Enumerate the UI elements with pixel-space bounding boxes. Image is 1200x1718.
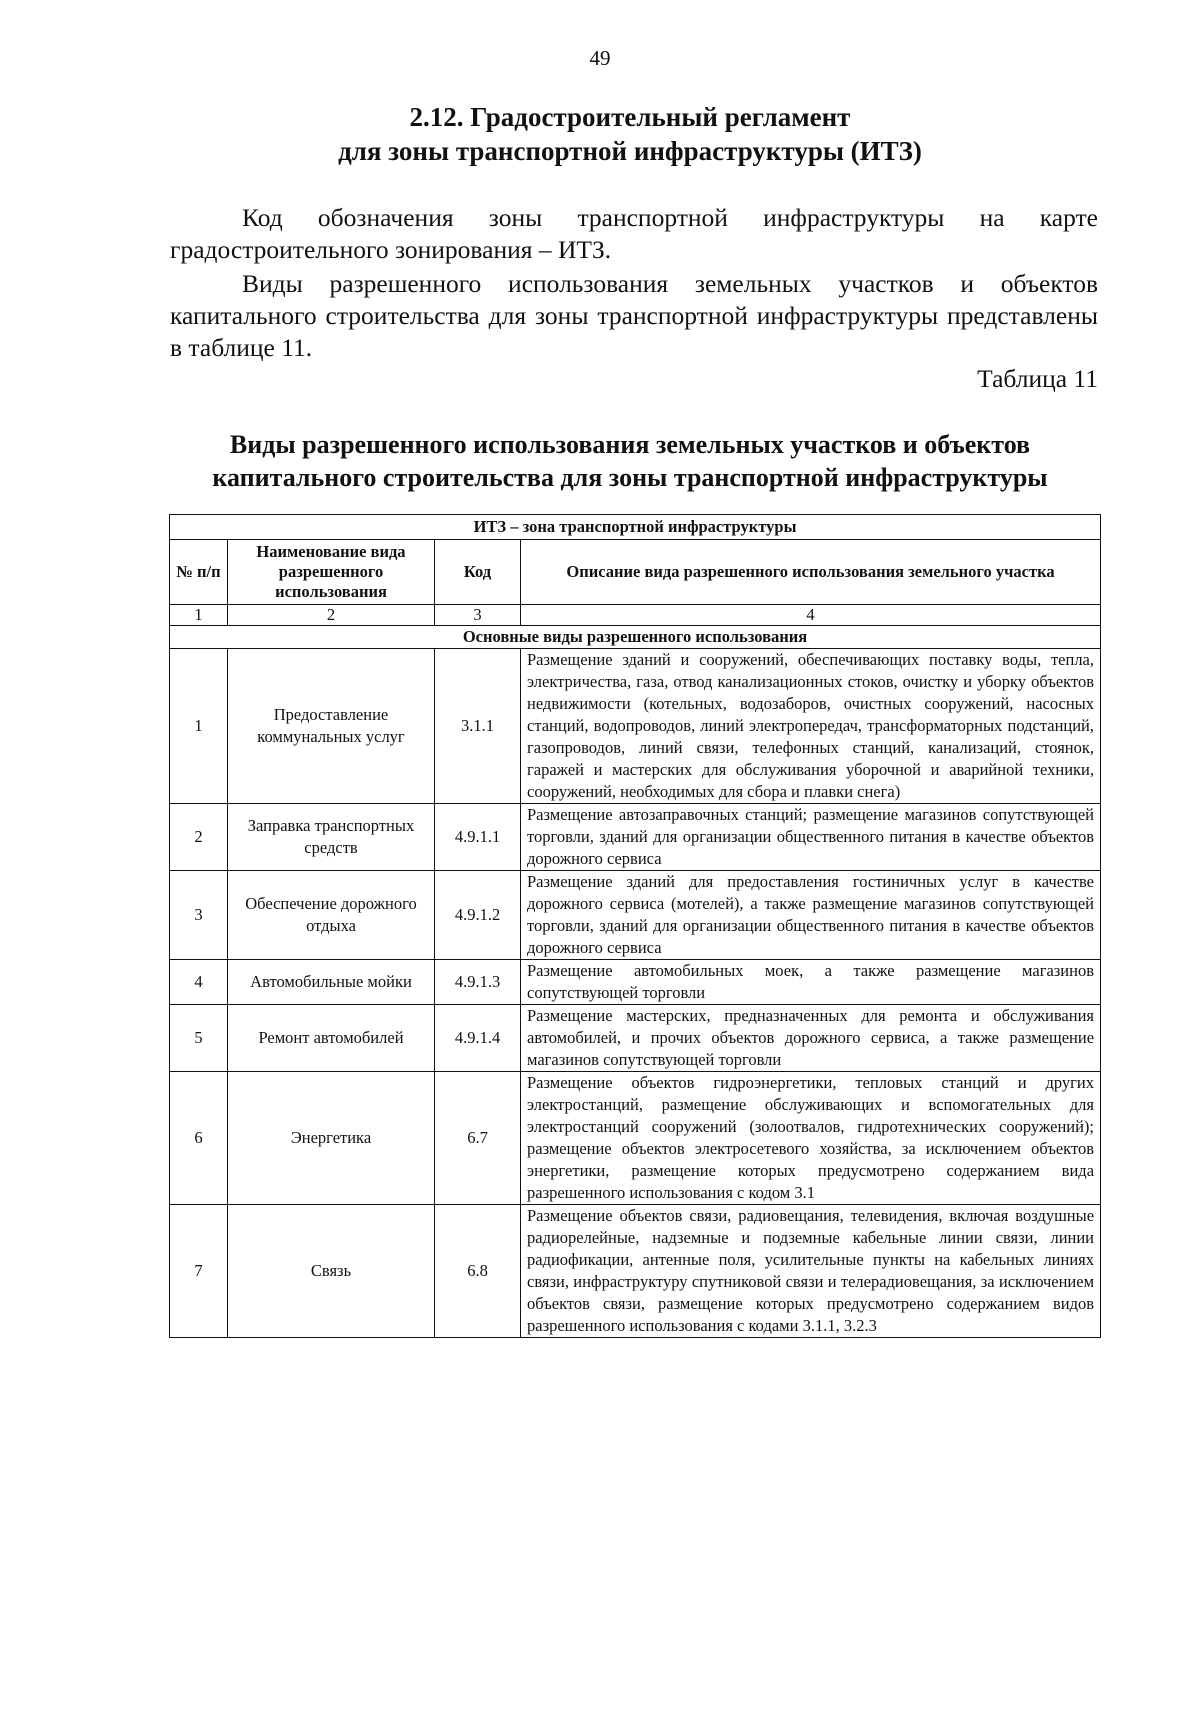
use-code: 4.9.1.2 (435, 871, 521, 960)
use-code: 3.1.1 (435, 649, 521, 804)
zone-title: ИТЗ – зона транспортной инфраструктуры (170, 515, 1101, 540)
group-title: Основные виды разрешенного использования (170, 626, 1101, 649)
paragraph-table-reference-text: Виды разрешенного использования земельных участков и объектов капитального строительства для зоны транспортной инфраструктуры представлены в таблице 11. (170, 269, 1098, 362)
group-title-row (170, 626, 1101, 649)
page-number: 49 (589, 46, 611, 70)
permitted-use-table (169, 514, 1101, 1338)
table-row (170, 871, 1101, 960)
row-number: 4 (170, 960, 228, 1005)
table-row (170, 804, 1101, 871)
use-description: Размещение мастерских, предназначенных для ремонта и обслуживания автомобилей, и прочих объектов дорожного сервиса, а также размещение магазинов сопутствующей торговли (521, 1005, 1101, 1072)
paragraph-zone-code-text: Код обозначения зоны транспортной инфраструктуры на карте градостроительного зонирования – ИТЗ. (170, 203, 1098, 264)
header-row (170, 540, 1101, 605)
table-row (170, 1205, 1101, 1338)
zone-title-row (170, 515, 1101, 540)
row-number: 1 (170, 649, 228, 804)
header-code: Код (435, 540, 521, 605)
row-number: 7 (170, 1205, 228, 1338)
use-description: Размещение автозаправочных станций; размещение магазинов сопутствующей торговли, зданий для организации общественного питания в качестве объектов дорожного сервиса (521, 804, 1101, 871)
use-name: Обеспечение дорожного отдыха (228, 871, 435, 960)
section-heading (160, 100, 1100, 168)
use-name: Ремонт автомобилей (228, 1005, 435, 1072)
row-number: 3 (170, 871, 228, 960)
use-description: Размещение объектов связи, радиовещания, телевидения, включая воздушные радиорелейные, надземные и подземные кабельные линии связи, линии радиофикации, антенные поля, усилительные пункты на кабельных линиях связи, инфраструктуру спутниковой связи и телерадиовещания, за исключением объектов связи, размещение которых предусмотрено содержанием видов разрешенного использования с кодами 3.1.1, 3.2.3 (521, 1205, 1101, 1338)
column-number: 4 (521, 605, 1101, 626)
header-number: № п/п (170, 540, 228, 605)
row-number: 5 (170, 1005, 228, 1072)
row-number: 6 (170, 1072, 228, 1205)
table-label: Таблица 11 (977, 364, 1098, 393)
row-number: 2 (170, 804, 228, 871)
use-name: Энергетика (228, 1072, 435, 1205)
column-number: 2 (228, 605, 435, 626)
column-number: 3 (435, 605, 521, 626)
use-name: Заправка транспортных средств (228, 804, 435, 871)
table-caption-line1: Виды разрешенного использования земельных участков и объектов (229, 430, 1031, 459)
section-heading-line2: для зоны транспортной инфраструктуры (ИТЗ) (338, 136, 922, 166)
use-code: 6.8 (435, 1205, 521, 1338)
use-code: 6.7 (435, 1072, 521, 1205)
table-row (170, 960, 1101, 1005)
use-name: Предоставление коммунальных услуг (228, 649, 435, 804)
use-code: 4.9.1.4 (435, 1005, 521, 1072)
use-description: Размещение объектов гидроэнергетики, тепловых станций и других электростанций, размещение обслуживающих и вспомогательных для электростанций сооружений (золоотвалов, гидротехнических сооружений); размещение объектов электросетевого хозяйства, за исключением объектов энергетики, размещение которых предусмотрено содержанием вида разрешенного использования с кодом 3.1 (521, 1072, 1101, 1205)
use-name: Автомобильные мойки (228, 960, 435, 1005)
use-code: 4.9.1.1 (435, 804, 521, 871)
table-caption-line2: капитального строительства для зоны транспортной инфраструктуры (212, 463, 1048, 492)
use-code: 4.9.1.3 (435, 960, 521, 1005)
use-description: Размещение автомобильных моек, а также размещение магазинов сопутствующей торговли (521, 960, 1101, 1005)
paragraph-table-reference (170, 268, 1098, 364)
table-caption (160, 428, 1100, 494)
header-description: Описание вида разрешенного использования земельного участка (521, 540, 1101, 605)
table-row (170, 1072, 1101, 1205)
paragraph-zone-code (170, 202, 1098, 266)
use-description: Размещение зданий для предоставления гостиничных услуг в качестве дорожного сервиса (мотелей), а также размещение магазинов сопутствующей торговли, зданий для организации общественного питания в качестве объектов дорожного сервиса (521, 871, 1101, 960)
table-row (170, 649, 1101, 804)
header-name: Наименование вида разрешенного использования (228, 540, 435, 605)
use-name: Связь (228, 1205, 435, 1338)
section-heading-line1: 2.12. Градостроительный регламент (409, 102, 851, 132)
use-description: Размещение зданий и сооружений, обеспечивающих поставку воды, тепла, электричества, газа, отвод канализационных стоков, очистку и уборку объектов недвижимости (котельных, водозаборов, очистных сооружений, насосных станций, водопроводов, линий электропередач, трансформаторных подстанций, газопроводов, линий связи, телефонных станций, канализаций, стоянок, гаражей и мастерских для обслуживания уборочной и аварийной техники, сооружений, необходимых для сбора и плавки снега) (521, 649, 1101, 804)
table-row (170, 1005, 1101, 1072)
column-number: 1 (170, 605, 228, 626)
column-number-row (170, 605, 1101, 626)
